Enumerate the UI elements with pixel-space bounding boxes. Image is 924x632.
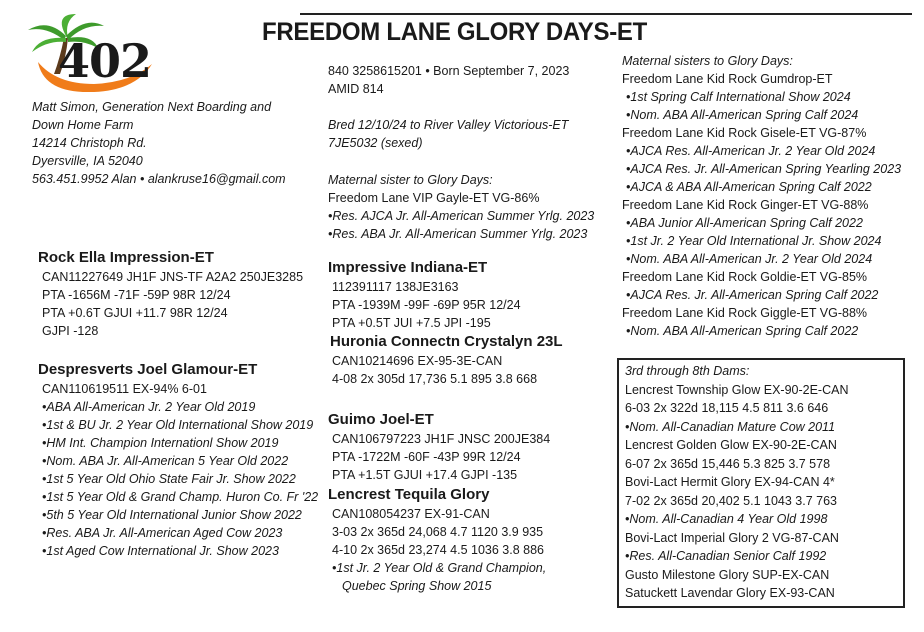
granddam-name: Huronia Connectn Crystalyn 23L [330,333,563,350]
dam-tequila-line: 3-03 2x 365d 24,068 4.7 1120 3.9 935 [332,525,544,539]
mgs-award: •ABA All-American Jr. 2 Year Old 2019 [42,400,256,414]
mgs-award: •1st 5 Year Old Ohio State Fair Jr. Show 2022 [42,472,296,486]
sire-line: PTA +0.6T GJUI +11.7 98R 12/24 [42,306,228,320]
logo-number: 402 [58,34,152,88]
sister-name: Freedom Lane Kid Rock Giggle-ET VG-88% [622,306,868,320]
dam-tequila-block [328,485,546,595]
dam-ancestor-name: Bovi-Lact Imperial Glory 2 VG-87-CAN [625,530,839,545]
dam-tequila-name: Lencrest Tequila Glory [328,486,490,503]
award-line: •Res. ABA Jr. All-American Summer Yrlg. 2023 [328,227,588,241]
sister-name: Freedom Lane Kid Rock Ginger-ET VG-88% [622,198,869,212]
sire-line: PTA -1656M -71F -59P 98R 12/24 [42,288,231,302]
owner-contact: 563.451.9952 Alan • alankruse16@gmail.com [32,172,286,186]
page-title: FREEDOM LANE GLORY DAYS-ET [262,18,648,46]
mgs-award: •HM Int. Champion Internationl Show 2019 [42,436,279,450]
sister-award: •AJCA Res. Jr. All-American Spring Calf 2022 [626,288,879,302]
dam-block [328,258,521,332]
sister-award: •1st Jr. 2 Year Old International Jr. Show 2024 [626,234,882,248]
sire-line: GJPI -128 [42,324,99,338]
dam-tequila-award: •1st Jr. 2 Year Old & Grand Champion, [332,561,547,575]
sister-award: •Nom. ABA All-American Jr. 2 Year Old 2024 [626,252,873,266]
mgs-dam-sire-line: PTA -1722M -60F -43P 99R 12/24 [332,450,521,464]
owner-line: Down Home Farm [32,118,134,132]
mgs-award: •1st 5 Year Old & Grand Champ. Huron Co. Fr '22 [42,490,319,504]
owner-line: Matt Simon, Generation Next Boarding and [32,100,272,114]
maternal-sister-name: Freedom Lane VIP Gayle-ET VG-86% [328,191,540,205]
sister-name: Freedom Lane Kid Rock Gumdrop-ET [622,72,833,86]
animal-info [328,62,569,98]
award-line: •Res. AJCA Jr. All-American Summer Yrlg. 2023 [328,209,595,223]
mgs-award: •1st Aged Cow International Jr. Show 2023 [42,544,279,558]
dam-ancestor-record: 7-02 2x 365d 20,402 5.1 1043 3.7 763 [625,493,837,508]
dam-line: PTA +0.5T JUI +7.5 JPI -195 [332,316,491,330]
dam-line: PTA -1939M -99F -69P 95R 12/24 [332,298,521,312]
sister-award: •AJCA & ABA All-American Spring Calf 2022 [626,180,872,194]
mgs-block [38,360,318,560]
maternal-sister-info [328,171,594,243]
mgs-dam-sire-line: CAN106797223 JH1F JNSC 200JE384 [332,432,551,446]
bred-line: Bred 12/10/24 to River Valley Victorious-ET [328,118,569,132]
mgs-dam-sire-line: PTA +1.5T GJUI +17.4 GJPI -135 [332,468,518,482]
logo [24,12,164,92]
sister-name: Freedom Lane Kid Rock Gisele-ET VG-87% [622,126,867,140]
sister-award: •AJCA Res. Jr. All-American Spring Yearling 2023 [626,162,902,176]
mgs-line: CAN110619511 EX-94% 6-01 [42,382,207,396]
dam-ancestor-record: 6-03 2x 322d 18,115 4.5 811 3.6 646 [625,401,829,415]
dam-ancestor-name: Gusto Milestone Glory SUP-EX-CAN [625,567,830,582]
dam-name: Impressive Indiana-ET [328,259,488,276]
mgs-name: Despresverts Joel Glamour-ET [38,361,258,378]
mgs-award: •1st & BU Jr. 2 Year Old International Show 2019 [42,418,314,432]
dam-ancestor-award: •Nom. All-Canadian Mature Cow 2011 [625,419,836,434]
sire-line: CAN11227649 JH1F JNS-TF A2A2 250JE3285 [42,270,304,284]
bred-line: 7JE5032 (sexed) [328,136,423,150]
maternal-sister-label: Maternal sister to Glory Days: [328,173,493,187]
bred-info [328,116,568,152]
dam-ancestor-name: Lencrest Township Glow EX-90-2E-CAN [625,382,849,397]
dam-ancestor-award: •Nom. All-Canadian 4 Year Old 1998 [625,512,828,526]
maternal-sisters [622,52,901,340]
maternal-sisters-label: Maternal sisters to Glory Days: [622,54,793,68]
sister-name: Freedom Lane Kid Rock Goldie-ET VG-85% [622,270,868,284]
dam-ancestor-name: Lencrest Golden Glow EX-90-2E-CAN [625,438,837,452]
dam-ancestor-award: •Res. All-Canadian Senior Calf 1992 [625,549,827,563]
mgs-dam-sire-block [328,410,550,484]
mgs-dam-sire-name: Guimo Joel-ET [328,411,434,428]
dam-ancestor-record: 6-07 2x 365d 15,446 5.3 825 3.7 578 [625,456,831,471]
sister-award: •Nom. ABA All-American Spring Calf 2024 [626,108,859,122]
dam-line: 112391117 138JE3163 [332,280,459,294]
mgs-award: •5th 5 Year Old International Junior Show 2022 [42,508,302,522]
dams-list [625,362,848,603]
title-rule [300,13,912,15]
sister-award: •AJCA Res. All-American Jr. 2 Year Old 2024 [626,144,876,158]
owner-line: 14214 Christoph Rd. [32,136,147,150]
mgs-award: •Nom. ABA Jr. All-American 5 Year Old 2022 [42,454,289,468]
granddam-block [330,332,563,388]
dam-tequila-award: Quebec Spring Show 2015 [342,579,492,593]
dam-ancestor-name: Satuckett Lavendar Glory EX-93-CAN [625,586,835,600]
owner-info [32,98,286,188]
sire-block [38,248,303,340]
sister-award: •ABA Junior All-American Spring Calf 2022 [626,216,863,230]
sister-award: •1st Spring Calf International Show 2024 [626,90,851,104]
mgs-award: •Res. ABA Jr. All-American Aged Cow 2023 [42,526,283,540]
animal-amid: AMID 814 [328,82,384,96]
owner-line: Dyersville, IA 52040 [32,154,143,168]
dam-tequila-line: 4-10 2x 365d 23,274 4.5 1036 3.8 886 [332,543,544,557]
sire-name: Rock Ella Impression-ET [38,249,214,266]
dam-ancestor-name: Bovi-Lact Hermit Glory EX-94-CAN 4* [625,475,835,489]
sister-award: •Nom. ABA All-American Spring Calf 2022 [626,324,859,338]
animal-id: 840 3258615201 • Born September 7, 2023 [328,64,570,78]
granddam-line: 4-08 2x 305d 17,736 5.1 895 3.8 668 [332,372,538,386]
dams-label: 3rd through 8th Dams: [625,364,750,378]
granddam-line: CAN10214696 EX-95-3E-CAN [332,354,503,368]
dam-tequila-line: CAN108054237 EX-91-CAN [332,507,490,521]
